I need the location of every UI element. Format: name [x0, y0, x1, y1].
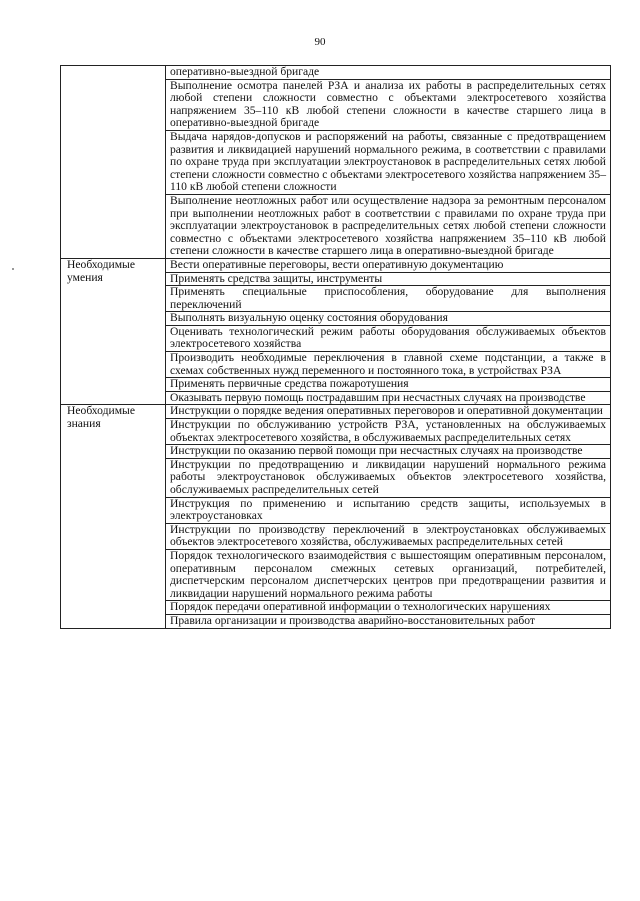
scan-artifact	[12, 268, 14, 270]
requirement-item: Порядок передачи оперативной информации о технологических нарушениях	[166, 601, 611, 615]
requirement-item: Инструкции о порядке ведения оперативных переговоров и оперативной документации	[166, 405, 611, 419]
requirement-item: Инструкции по оказанию первой помощи при несчастных случаях на производстве	[166, 445, 611, 459]
requirement-item: Оценивать технологический режим работы оборудования обслуживаемых объектов электросетевого хозяйства	[166, 325, 611, 351]
table-row	[61, 66, 611, 80]
requirement-item: Инструкция по применению и испытанию средств защиты, используемых в электроустановках	[166, 497, 611, 523]
requirement-item: Инструкции по обслуживанию устройств РЗА, установленных на обслуживаемых объектах электросетевого хозяйства, в обслуживаемых распределительных сетях	[166, 419, 611, 445]
requirement-item: Инструкции по предотвращению и ликвидации нарушений нормального режима работы электроустановок обслуживаемых объектов электросетевого хозяйства, обслуживаемых распределительных сетей	[166, 458, 611, 497]
section-label: Необходимые умения	[61, 258, 166, 405]
section-label	[61, 66, 166, 259]
table-row	[61, 258, 611, 272]
requirements-table-body	[61, 66, 611, 629]
requirement-item: оперативно-выездной бригаде	[166, 66, 611, 80]
requirement-item: Применять первичные средства пожаротушения	[166, 378, 611, 392]
requirement-item: Вести оперативные переговоры, вести оперативную документацию	[166, 258, 611, 272]
page-number: 90	[314, 36, 326, 48]
requirement-item: Применять средства защиты, инструменты	[166, 272, 611, 286]
requirement-item: Оказывать первую помощь пострадавшим при несчастных случаях на производстве	[166, 391, 611, 405]
requirements-table	[60, 65, 611, 629]
requirement-item: Выдача нарядов-допусков и распоряжений на работы, связанные с предотвращением развития и ликвидацией нарушений нормального режима, в соответствии с правилами по охране труда при эксплуатации электроустановок в распределительных сетях любой степени сложности совместно с объектами электросетевого хозяйства напряжением 35–110 кВ любой степени сложности	[166, 130, 611, 194]
requirement-item: Выполнять визуальную оценку состояния оборудования	[166, 312, 611, 326]
section-label: Необходимые знания	[61, 405, 166, 628]
requirement-item: Выполнение осмотра панелей РЗА и анализа их работы в распределительных сетях любой степени сложности совместно с объектами электросетевого хозяйства напряжением 35–110 кВ любой степени сложности в качестве старшего лица в оперативно-выездной бригаде	[166, 79, 611, 130]
requirement-item: Правила организации и производства аварийно-восстановительных работ	[166, 614, 611, 628]
requirement-item: Порядок технологического взаимодействия с вышестоящим оперативным персоналом, оперативным персоналом смежных сетевых организаций, потребителей, диспетчерским персоналом диспетчерских центров при предотвращении развития и ликвидации нарушений нормального режима работы	[166, 549, 611, 600]
requirement-item: Выполнение неотложных работ или осуществление надзора за ремонтным персоналом при выполнении неотложных работ в соответствии с правилами по охране труда при эксплуатации электроустановок в распределительных сетях любой степени сложности совместно с объектами электросетевого хозяйства напряжением 35–110 кВ любой степени сложности в качестве старшего лица в оперативно-выездной бригаде	[166, 194, 611, 258]
requirement-item: Применять специальные приспособления, оборудование для выполнения переключений	[166, 286, 611, 312]
requirement-item: Инструкции по производству переключений в электроустановках обслуживаемых объектов электросетевого хозяйства, обслуживаемых распределительных сетей	[166, 523, 611, 549]
requirement-item: Производить необходимые переключения в главной схеме подстанции, а также в схемах собственных нужд переменного и постоянного тока, в устройствах РЗА	[166, 352, 611, 378]
table-row	[61, 405, 611, 419]
